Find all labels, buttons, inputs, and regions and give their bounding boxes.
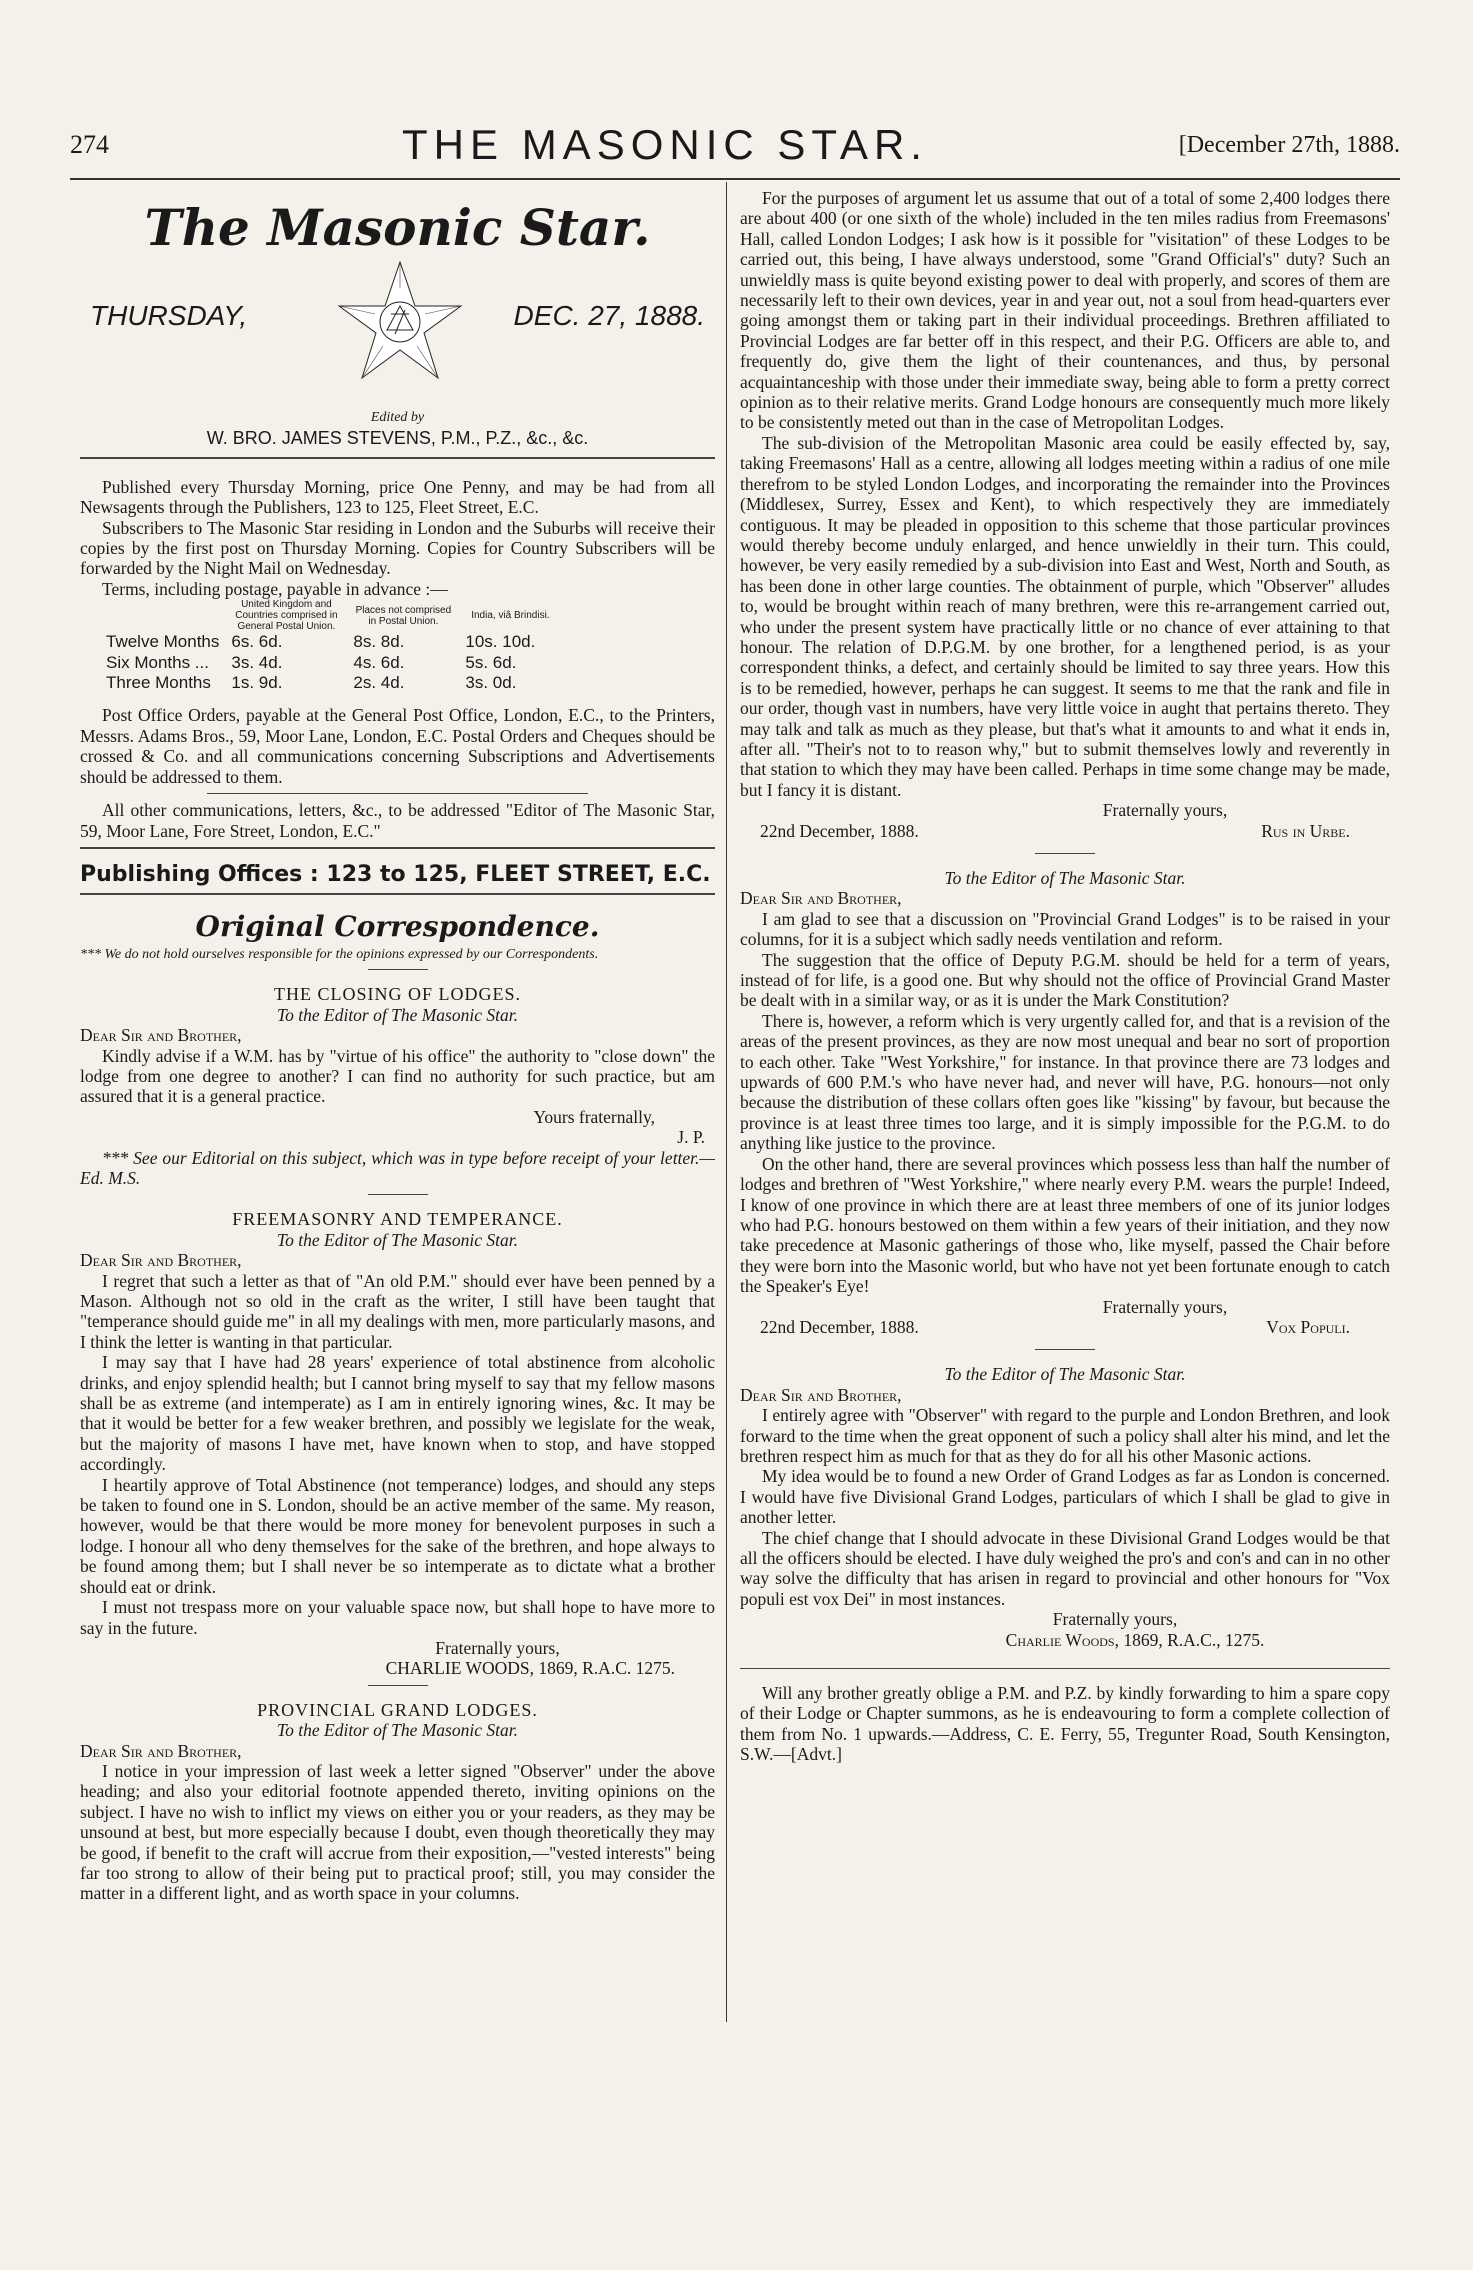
salutation: Dear Sir and Brother, [80, 1025, 242, 1046]
letter-body: I notice in your impression of last week a letter signed "Observer" under the above heading; and also your editorial footnote appended thereto, inviting opinions on the subject. I have no wish to inflict my views on either you or your readers, as they may be unsound at best, but more especially because I doubt, even though theoretically they may be good, if benefit to the craft will accrue from their exposition,—"vested interests" being far too strong to allow of their being put to practical proof; still, you may consider the matter in a different light, and as worth space in your columns. [80, 1760, 715, 1904]
letter-body: On the other hand, there are several provinces which possess less than half the number of lodges and brethren of "West Yorkshire," where nearly every P.M. wears the purple! Indeed, I know of one province in which there are at least three members of one of its junior lodges who had P.G. honours bestowed on them within a few years of their initiation, and they now take precedence at Masonic gatherings of those who, like myself, passed the Chair before they were born into the Masonic world, but who have not yet been fortunate enough to catch the Speaker's Eye! [740, 1153, 1390, 1297]
letter-body: The suggestion that the office of Deputy P.G.M. should be held for a term of years, instead of for life, is a good one. But why should not the office of Provincial Grand Master be dealt with in a similar way, or as it is under the Mark Constitution? [740, 949, 1390, 1011]
salutation: Dear Sir and Brother, [80, 1740, 242, 1761]
publishing-offices: Publishing Offices : 123 to 125, FLEET STREET, E.C. [80, 861, 711, 887]
signoff: Fraternally yours, [1102, 800, 1228, 821]
rule [1035, 853, 1095, 854]
disclaimer: *** We do not hold ourselves responsible for the opinions expressed by our Correspondents. [80, 947, 599, 963]
rule [207, 793, 588, 794]
letter-address: To the Editor of The Masonic Star. [277, 1004, 518, 1025]
letter-body: I entirely agree with "Observer" with regard to the purple and London Brethren, and look forward to the time when the great opponent of such a policy shall alter his mind, and let the brethren respect him as much for that as they do for all his other Masonic actions. [740, 1405, 1390, 1466]
signoff: Yours fraternally, [533, 1106, 655, 1127]
rule [1035, 1349, 1095, 1350]
rule [368, 1194, 428, 1195]
editor-address: All other communications, letters, &c., to be addressed "Editor of The Masonic Star, 59, Moor Lane, Fore Street, London, E.C." [80, 800, 715, 841]
masthead [70, 115, 1400, 175]
signature: Vox Populi. [1266, 1316, 1350, 1337]
table-row: Six Months ... 3s. 4d. 4s. 6d. 5s. 6d. [106, 652, 517, 672]
letter-title: THE CLOSING OF LODGES. [274, 984, 521, 1005]
table-row: Twelve Months 6s. 6d. 8s. 8d. 10s. 10d. [106, 632, 536, 652]
signoff: Fraternally yours, [1102, 1296, 1228, 1317]
terms-col-head: United Kingdom and Countries comprised in General Postal Union. [235, 599, 338, 633]
letter-body: My idea would be to found a new Order of Grand Lodges as far as London is concerned. I would have five Divisional Grand Lodges, particulars of which I shall be glad to give in another letter. [740, 1466, 1390, 1528]
letter-body: There is, however, a reform which is very urgently called for, and that is a revision of the areas of the present provinces, as they are now most unequal and bear no sort of proportion to each other. Take "West Yorkshire," for instance. In that province there are 73 lodges and upwards of 600 P.M.'s who have never had, and never will have, P.G. honours—not only because the distribution of these collars often goes like "kissing" by favour, but because the province is at least three times too large, and it is simply impossible for the P.G.M. to do anything like justice to the province. [740, 1010, 1390, 1154]
masonic-star-emblem [335, 258, 465, 388]
rule [368, 969, 428, 970]
column-divider [726, 182, 727, 2022]
terms-table [100, 599, 561, 693]
signature-row [740, 1317, 1390, 1337]
letter-body: I heartily approve of Total Abstinence (not temperance) lodges, and should any steps be taken to found one in S. London, should be an active member of the same. My reason, however, would be that there would be more money for benevolent purposes in such a lodge. I honour all who deny themselves for the sake of the brethren, and hope always to be found among them; but I shall never be so intemperate as to dictate what a brother should eat or drink. [80, 1474, 715, 1597]
letter-body: Kindly advise if a W.M. has by "virtue of his office" the authority to "close down" the lodge from one degree to another? I can find no authority for such practice, but am assured that it is a general practice. [80, 1045, 715, 1107]
letter-date: 22nd December, 1888. [760, 820, 919, 841]
advertisement: Will any brother greatly oblige a P.M. and P.Z. by kindly forwarding to him a spare copy of their Lodge or Chapter summons, as he is endeavouring to form a complete collection of them from No. 1 upwards.—Address, C. E. Ferry, 55, Tregunter Road, South Kensington, S.W.—[Advt.] [740, 1683, 1390, 1765]
table-row: Three Months 1s. 9d. 2s. 4d. 3s. 0d. [106, 673, 517, 693]
letter-body: I regret that such a letter as that of "An old P.M." should ever have been penned by a Mason. Although not so old in the craft as the writer, I still have been taught that "temperance should guide me" in all my dealings with men, more particularly masons, and I think the letter is wanting in that particular. [80, 1270, 715, 1352]
letter-address: To the Editor of The Masonic Star. [277, 1720, 518, 1741]
nameplate-day: THURSDAY, [90, 300, 248, 331]
signature: Rus in Urbe. [1261, 820, 1350, 841]
rule [740, 1668, 1390, 1669]
letter-address: To the Editor of The Masonic Star. [944, 1364, 1186, 1385]
salutation: Dear Sir and Brother, [740, 888, 902, 909]
letter-body: The sub-division of the Metropolitan Masonic area could be easily effected by, say, taking Freemasons' Hall as a centre, allowing all lodges meeting within a radius of one mile therefrom to be styled London Lodges, and incorporating the remainder into the Provinces (Middlesex, Surrey, Essex and Kent), to which respectively they are immediately contiguous. It may be pleaded in opposition to this scheme that those particular provinces would thereby become unduly enlarged, and hence unwieldly in their turn. This could, however, be very easily remedied by a sub-division into East and West, North and South, as has been done in other large counties. The obtainment of purple, which "Observer" alludes to, would be brought within reach of many brethren, were this re-arrangement carried out, who under the present system have practically little or no chance of ever attaining to that honour. The relation of D.P.G.M. by one brother, for a lengthened period, is as your correspondent thinks, a defect, and certainly should be limited to say three years. How this is to be remedied, however, perhaps he can suggest. It seems to me that the rank and file in our order, though vast in numbers, have very little voice in aught that pertains thereto. They may talk and talk as much as they please, but that's what it amounts to and what it ends in, after all. "Their's not to to reason why," but to submit themselves lowly and reverently in that station to which they may have been called. Perhaps in time some change may be made, but I fancy it is distant. [740, 432, 1390, 800]
salutation: Dear Sir and Brother, [740, 1384, 902, 1405]
terms-col-head: India, viâ Brindisi. [471, 610, 550, 622]
right-column [740, 188, 1390, 1765]
payment-info: Post Office Orders, payable at the General Post Office, London, E.C., to the Printers, Messrs. Adams Bros., 59, Moor Lane, London, E.C. Postal Orders and Cheques should be crossed & Co. and all communications concerning Subscriptions and Advertisements should be addressed to them. [80, 705, 715, 787]
terms-col-head: Places not comprised in Postal Union. [355, 604, 452, 627]
signature: Charlie Woods, 1869, R.A.C., 1275. [1005, 1629, 1265, 1650]
publication-title: THE MASONIC STAR. [402, 121, 928, 168]
section-heading: Original Correspondence. [195, 910, 600, 944]
salutation: Dear Sir and Brother, [80, 1250, 242, 1271]
signature: CHARLIE WOODS, 1869, R.A.C. 1275. [385, 1658, 675, 1679]
letter-address: To the Editor of The Masonic Star. [277, 1229, 518, 1250]
nameplate-row [80, 258, 715, 408]
signature: J. P. [677, 1127, 705, 1148]
edited-by: Edited by [370, 410, 425, 425]
publishing-info: Published every Thursday Morning, price One Penny, and may be had from all Newsagents through the Publishers, 123 to 125, Fleet Street, E.C. [80, 476, 715, 518]
rule [368, 1685, 428, 1686]
letter-body: I must not trespass more on your valuable space now, but shall hope to have more to say in the future. [80, 1597, 715, 1638]
letter-body: I may say that I have had 28 years' experience of total abstinence from alcoholic drinks, and enjoy splendid health; but I cannot bring myself to say that my fellow masons shall be as extreme (and intemperate) as I am in entirely ignoring wines, &c. It may be that it would be better for a few weaker brethren, and possibly we legislate for the weak, but the majority of masons I have met, have known when to stop, and have stopped accordingly. [80, 1352, 715, 1475]
nameplate-title: The Masonic Star. [144, 198, 651, 257]
nameplate-date: DEC. 27, 1888. [513, 300, 705, 331]
terms-intro: Terms, including postage, payable in advance :— [102, 578, 448, 599]
signoff: Fraternally yours, [1052, 1609, 1178, 1630]
rule [80, 847, 715, 849]
letter-title: PROVINCIAL GRAND LODGES. [257, 1699, 538, 1720]
letter-body: The chief change that I should advocate in these Divisional Grand Lodges would be that all the officers should be elected. I have duly weighed the pro's and con's and can in no other way solve the difficulty that has arisen in regard to provincial and other honours for "Vox populi est vox Dei" in most instances. [740, 1527, 1390, 1609]
letter-body: I am glad to see that a discussion on "Provincial Grand Lodges" is to be raised in your columns, for it is a subject which sadly needs ventilation and reform. [740, 908, 1390, 950]
page-number: 274 [70, 130, 109, 159]
signoff: Fraternally yours, [435, 1637, 560, 1658]
masthead-rule [70, 178, 1400, 180]
rule [80, 457, 715, 459]
signature-row [740, 821, 1390, 841]
rule [80, 893, 715, 895]
letter-body: For the purposes of argument let us assume that out of a total of some 2,400 lodges there are about 400 (or one sixth of the whole) included in the ten miles radius from Freemasons' Hall, called London Lodges; I ask how is it possible for "visitation" of these Lodges to be carried out, this being, I have always understood, some "Grand Official's" duty? Such an unwieldly mass is quite beyond existing power to deal with properly, and scores of them are necessarily left to their own devices, year in and year out, not a soul from head-quarters ever going amongst them or taking part in their individual proceedings. Brethren affiliated to Provincial Lodges are far better off in this respect, and their P.G. Officers are able to, and frequently do, give them the light of their countenances, and thus, by personal acquaintanceship with those under their immediate sway, being able to form a pretty correct opinion as to their relative merits. Grand Lodge honours are consequently much more likely to be consistently meted out than in the case of Metropolitan Lodges. [740, 188, 1390, 433]
letter-date: 22nd December, 1888. [760, 1316, 919, 1337]
letter-title: FREEMASONRY AND TEMPERANCE. [232, 1209, 563, 1230]
subscriber-info: Subscribers to The Masonic Star residing in London and the Suburbs will receive their copies by the first post on Thursday Morning. Copies for Country Subscribers will be forwarded by the Night Mail on Wednesday. [80, 517, 715, 579]
letter-address: To the Editor of The Masonic Star. [944, 868, 1186, 888]
issue-date: [December 27th, 1888. [1178, 131, 1400, 158]
left-column [80, 190, 715, 1904]
editor-note: *** See our Editorial on this subject, which was in type before receipt of your letter.—Ed. M.S. [80, 1147, 715, 1188]
editor-name: W. BRO. JAMES STEVENS, P.M., P.Z., &c., &c. [206, 428, 589, 449]
